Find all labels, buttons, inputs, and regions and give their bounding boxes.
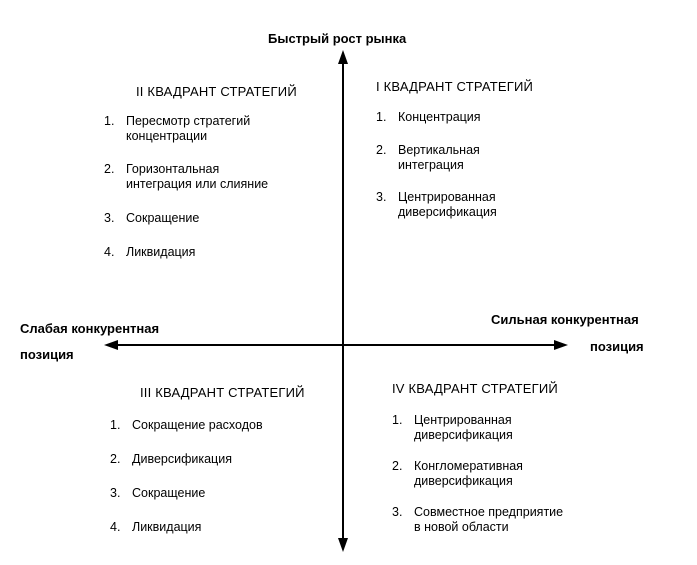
item-number: 3.: [104, 211, 115, 225]
item-number: 3.: [376, 190, 387, 204]
quadrant-4-item: [392, 459, 563, 489]
x-axis-right-label-line2: позиция: [590, 339, 644, 354]
x-axis-right-label-line1: Сильная конкурентная: [491, 312, 639, 327]
item-text-line1: Сокращение: [132, 486, 206, 500]
item-text-line2: диверсификация: [398, 205, 497, 219]
quadrant-4-item: [392, 505, 563, 535]
quadrant-1-item: [376, 190, 533, 220]
item-number: 2.: [376, 143, 387, 157]
item-text-line1: Ликвидация: [126, 245, 196, 259]
item-number: 2.: [110, 452, 121, 466]
quadrant-4: [392, 381, 563, 535]
item-text-line1: Сокращение расходов: [132, 418, 263, 432]
quadrant-3-list: [110, 418, 305, 535]
item-text-line1: Ликвидация: [132, 520, 202, 534]
vertical-axis-arrow-down: [338, 538, 348, 552]
item-text-line2: диверсификация: [414, 474, 513, 488]
item-text-line1: Конгломеративная: [414, 459, 523, 473]
x-axis-left-label-line1: Слабая конкурентная: [20, 321, 160, 336]
quadrant-3: [110, 385, 305, 535]
quadrant-3-item: [110, 418, 305, 433]
quadrant-2-item: [104, 211, 297, 226]
quadrant-2-title: II КВАДРАНТ СТРАТЕГИЙ: [136, 84, 297, 99]
quadrant-3-item: [110, 520, 305, 535]
item-number: 1.: [104, 114, 115, 128]
item-number: 1.: [110, 418, 121, 432]
item-text-line1: Диверсификация: [132, 452, 232, 466]
quadrant-1-item: [376, 143, 533, 173]
item-text-line1: Сокращение: [126, 211, 200, 225]
quadrant-2-item: [104, 245, 297, 260]
quadrant-3-item: [110, 452, 305, 467]
item-number: 4.: [110, 520, 121, 534]
item-text-line2: концентрации: [126, 129, 208, 143]
quadrant-2-item: [104, 162, 297, 192]
item-text-line2: в новой области: [414, 520, 509, 534]
item-text-line1: Центрированная: [398, 190, 496, 204]
quadrant-1-title: I КВАДРАНТ СТРАТЕГИЙ: [376, 79, 534, 94]
quadrant-2-list: [104, 114, 297, 260]
item-text-line1: Совместное предприятие: [414, 505, 564, 519]
vertical-axis-arrow-up: [338, 50, 348, 64]
item-text-line1: Вертикальная: [398, 143, 480, 157]
quadrant-3-item: [110, 486, 305, 501]
horizontal-axis-arrow-right: [554, 340, 568, 350]
item-number: 1.: [392, 413, 403, 427]
item-text-line2: интеграция: [398, 158, 464, 172]
quadrant-3-title: III КВАДРАНТ СТРАТЕГИЙ: [140, 385, 305, 400]
quadrant-4-item: [392, 413, 563, 443]
quadrant-2: [104, 84, 297, 260]
item-number: 2.: [392, 459, 403, 473]
quadrant-1-item: [376, 110, 533, 125]
item-text-line2: интеграция или слияние: [126, 177, 269, 191]
item-number: 3.: [110, 486, 121, 500]
y-axis-top-label: Быстрый рост рынка: [268, 31, 407, 46]
item-text-line1: Горизонтальная: [126, 162, 220, 176]
item-number: 2.: [104, 162, 115, 176]
item-text-line1: Концентрация: [398, 110, 481, 124]
x-axis-left-label-line2: позиция: [20, 347, 74, 362]
item-text-line2: диверсификация: [414, 428, 513, 442]
quadrant-1: [376, 79, 533, 220]
item-number: 4.: [104, 245, 115, 259]
quadrant-2-item: [104, 114, 297, 144]
item-number: 3.: [392, 505, 403, 519]
item-text-line1: Центрированная: [414, 413, 512, 427]
quadrant-1-list: [376, 110, 533, 220]
item-text-line1: Пересмотр стратегий: [126, 114, 251, 128]
quadrant-4-title: IV КВАДРАНТ СТРАТЕГИЙ: [392, 381, 558, 396]
item-number: 1.: [376, 110, 387, 124]
horizontal-axis-arrow-left: [104, 340, 118, 350]
quadrant-4-list: [392, 413, 563, 535]
